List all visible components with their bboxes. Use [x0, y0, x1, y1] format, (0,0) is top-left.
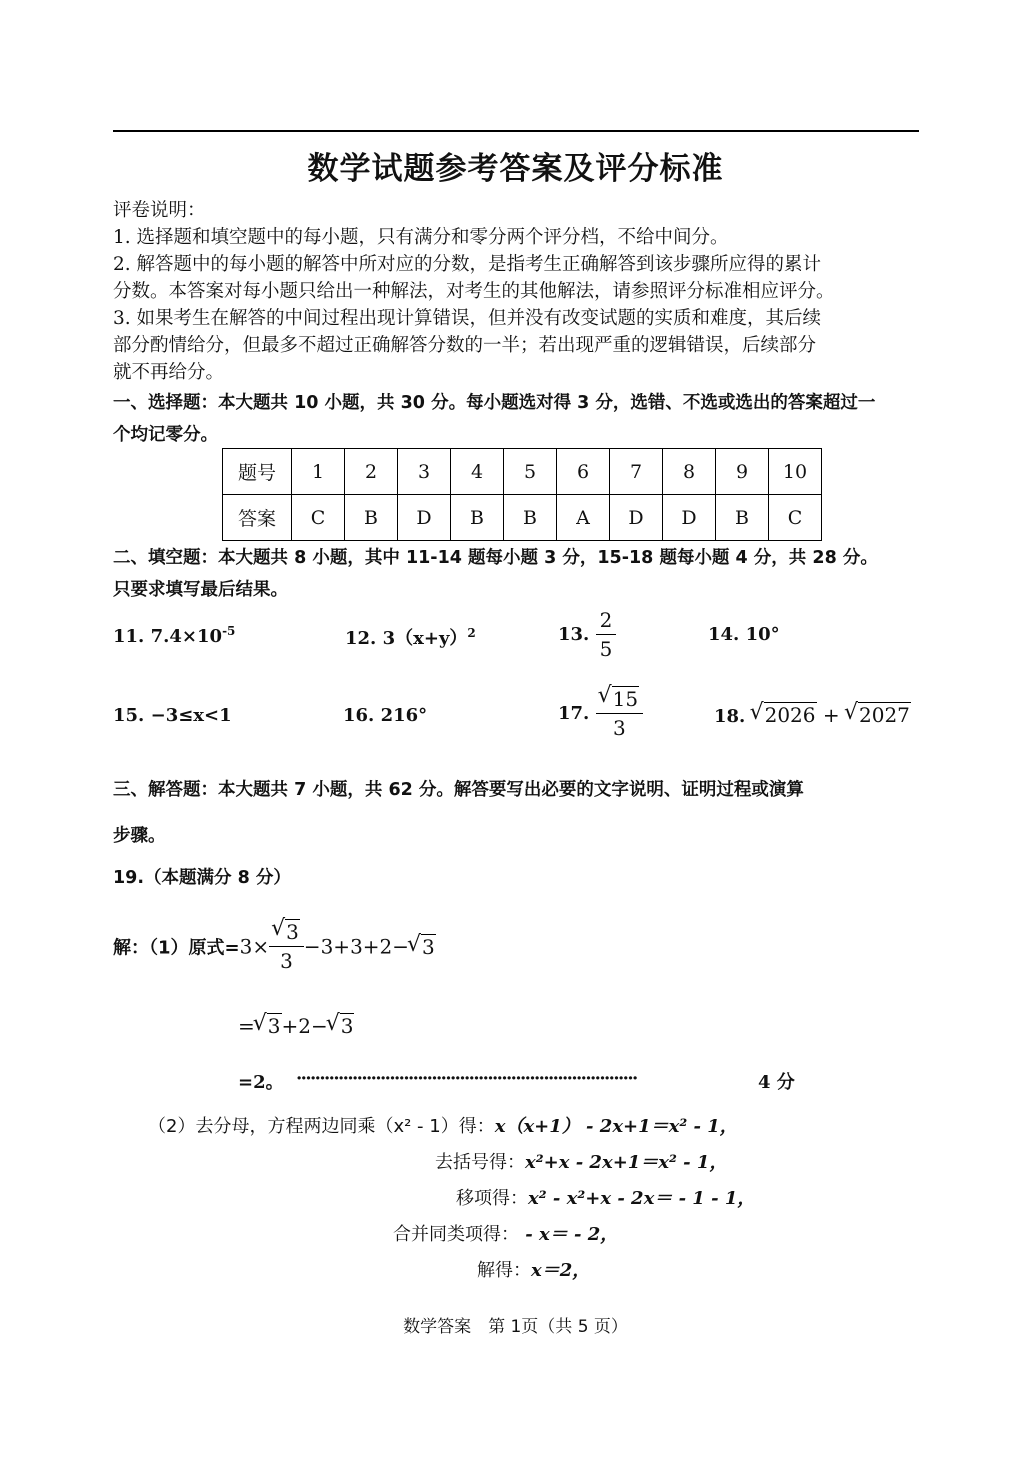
table-cell: 9 — [716, 449, 769, 495]
sqrt: √ 15 — [600, 685, 639, 713]
answer-18: 18. √ 2026 + √ 2027 — [714, 703, 911, 727]
notes-item-2a: 2. 解答题中的每小题的解答中所对应的分数，是指考生正确解答到该步骤所应得的累计 — [113, 254, 822, 275]
sqrt: √ 3 — [409, 935, 436, 959]
sqrt: √ 3 — [328, 1014, 355, 1038]
q19-part1-line1: 解：（1）原式=3× √ $\frac{3}{3}$ −3+3+2−√ 3 — [113, 918, 436, 975]
fraction: $\frac{2}{5}$ — [596, 606, 617, 663]
fraction: √ $\frac{15}{3}$ — [596, 685, 643, 742]
table-cell: 7 — [610, 449, 663, 495]
section-2-line-1: 二、填空题：本大题共 8 小题，其中 11-14 题每小题 3 分，15-18 题每小题 4 分，共 28 分。 — [113, 548, 878, 568]
section-3-line-1: 三、解答题：本大题共 7 小题，共 62 分。解答要写出必要的文字说明、证明过程或演算 — [113, 780, 804, 800]
sqrt: √ 3 — [273, 918, 300, 946]
table-cell: D — [610, 495, 663, 541]
table-cell: B — [504, 495, 557, 541]
question-19-heading: 19.（本题满分 8 分） — [113, 868, 291, 888]
table-answer-label: 答案 — [223, 495, 292, 541]
table-cell: 2 — [345, 449, 398, 495]
table-cell: A — [557, 495, 610, 541]
score-label: 4 分 — [758, 1072, 795, 1093]
answer-17: 17. √ $\frac{15}{3}$ — [558, 685, 643, 742]
page-footer: 数学答案 第 1页（共 5 页） — [403, 1317, 628, 1337]
grading-notes — [113, 197, 919, 386]
fraction: √ $\frac{3}{3}$ — [269, 918, 304, 975]
table-cell: D — [398, 495, 451, 541]
notes-heading: 评卷说明： — [113, 200, 206, 221]
notes-item-2b: 分数。本答案对每小题只给出一种解法，对考生的其他解法，请参照评分标准相应评分。 — [113, 281, 835, 302]
q19-part2-line4: 合并同类项得： - x＝ - 2， — [393, 1224, 619, 1245]
table-row-answers — [223, 495, 822, 541]
table-cell: 6 — [557, 449, 610, 495]
q19-part2-line2: 去括号得：x²+x - 2x+1＝x² - 1， — [435, 1152, 728, 1173]
table-cell: C — [769, 495, 822, 541]
sqrt: √ 3 — [255, 1014, 282, 1038]
q19-part1-line3: =2。 — [238, 1072, 284, 1093]
top-rule — [113, 130, 919, 132]
notes-item-3b: 部分酌情给分，但最多不超过正确解答分数的一半；若出现严重的逻辑错误，后续部分 — [113, 335, 817, 356]
section-1-heading — [113, 387, 921, 451]
table-cell: 5 — [504, 449, 557, 495]
answer-13: 13. $\frac{2}{5}$ — [558, 606, 616, 663]
q19-part1-line2: =√ 3+2−√ 3 — [238, 1014, 354, 1038]
table-cell: 10 — [769, 449, 822, 495]
answer-table — [222, 448, 822, 541]
table-cell: D — [663, 495, 716, 541]
answer-11: 11. $7.4\times 10^{-5}$ — [113, 624, 236, 647]
answer-16: 16. 216° — [343, 705, 428, 726]
table-cell: 4 — [451, 449, 504, 495]
answer-15: 15. −3≤x<1 — [113, 705, 232, 726]
section-3-heading — [113, 767, 921, 859]
score-leader-dots: ········································································· — [296, 1068, 637, 1089]
answer-12: 12. $3(x+y)^2$ — [345, 626, 476, 649]
table-row-numbers — [223, 449, 822, 495]
table-cell: B — [716, 495, 769, 541]
section-1-line-2: 个均记零分。 — [113, 425, 218, 445]
section-2-heading — [113, 542, 921, 606]
page-title: 数学试题参考答案及评分标准 — [307, 151, 724, 187]
q19-part2-line5: 解得：x＝2， — [477, 1260, 591, 1281]
table-header-label: 题号 — [223, 449, 292, 495]
table-cell: B — [345, 495, 398, 541]
section-2-line-2: 只要求填写最后结果。 — [113, 580, 288, 600]
q19-part2-line3: 移项得：x² - x²+x - 2x＝ - 1 - 1， — [456, 1188, 756, 1209]
sqrt: √ 2026 — [752, 703, 817, 727]
table-cell: 3 — [398, 449, 451, 495]
answer-14: 14. 10° — [708, 624, 780, 645]
table-cell: 8 — [663, 449, 716, 495]
table-cell: 1 — [292, 449, 345, 495]
notes-item-3a: 3. 如果考生在解答的中间过程出现计算错误，但并没有改变试题的实质和难度，其后续 — [113, 308, 822, 329]
table-cell: C — [292, 495, 345, 541]
notes-item-1: 1. 选择题和填空题中的每小题，只有满分和零分两个评分档，不给中间分。 — [113, 227, 729, 248]
section-1-line-1: 一、选择题：本大题共 10 小题，共 30 分。每小题选对得 3 分，选错、不选或选出的答案超过一 — [113, 393, 876, 413]
sqrt: √ 2027 — [846, 703, 911, 727]
q19-part2-line1: （2）去分母，方程两边同乘（x² - 1）得：x（x+1） - 2x+1＝x² - 1， — [148, 1116, 738, 1137]
table-cell: B — [451, 495, 504, 541]
section-3-line-2: 步骤。 — [113, 826, 166, 846]
notes-item-3c: 就不再给分。 — [113, 362, 225, 383]
